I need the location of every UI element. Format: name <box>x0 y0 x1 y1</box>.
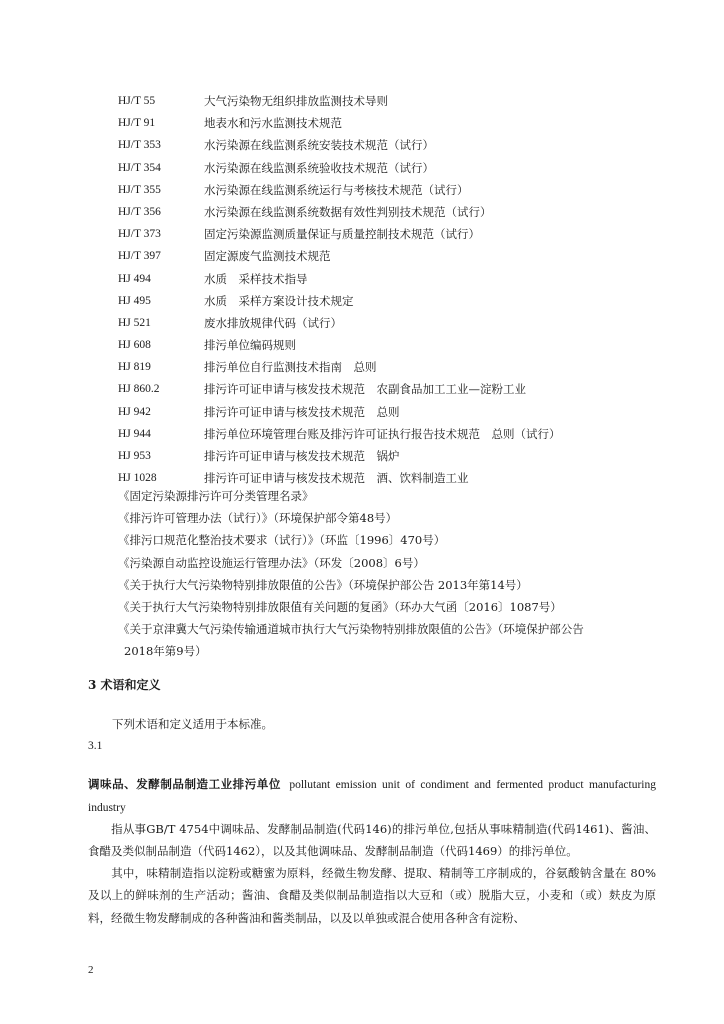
standard-code: HJ 495 <box>118 294 151 307</box>
standard-title: 水污染源在线监测系统验收技术规范（试行） <box>204 160 434 175</box>
standard-row <box>118 223 678 245</box>
definition-paragraph-2 <box>88 862 656 929</box>
standard-title: 排污单位环境管理台账及排污许可证执行报告技术规范 总则（试行） <box>204 426 561 441</box>
standard-title: 水质 采样技术指导 <box>204 271 308 286</box>
standard-title: 排污许可证申请与核发技术规范 农副食品加工工业—淀粉工业 <box>204 382 526 397</box>
standard-code: HJ 1028 <box>118 472 157 485</box>
standards-list <box>118 90 678 489</box>
term-definition-heading <box>88 773 656 819</box>
standard-row <box>118 179 678 201</box>
standard-code: HJ 608 <box>118 339 151 352</box>
standard-row <box>118 378 678 400</box>
term-english: pollutant emission unit of condiment and fermented product manufacturing industry <box>88 779 657 814</box>
standard-title: 水质 采样方案设计技术规定 <box>204 293 354 308</box>
standard-title: 排污许可证申请与核发技术规范 酒、饮料制造工业 <box>204 471 469 486</box>
document-title: 《关于京津冀大气污染传输通道城市执行大气污染物特别排放限值的公告》（环境保护部公告 <box>118 622 584 637</box>
standard-row <box>118 356 678 378</box>
document-title: 《排污口规范化整治技术要求（试行）》（环监〔1996〕470号） <box>118 533 446 548</box>
document-row <box>118 552 678 574</box>
document-title-continued: 2018年第9号） <box>124 644 207 659</box>
standard-title: 水污染源在线监测系统运行与考核技术规范（试行） <box>204 182 469 197</box>
standard-title: 水污染源在线监测系统安装技术规范（试行） <box>204 138 434 153</box>
standard-code: HJ/T 355 <box>118 183 161 196</box>
document-title: 《关于执行大气污染物特别排放限值有关问题的复函》（环办大气函〔2016〕1087号） <box>118 600 562 615</box>
standard-title: 固定源废气监测技术规范 <box>204 249 331 264</box>
standard-row <box>118 334 678 356</box>
standard-row <box>118 268 678 290</box>
standard-row <box>118 445 678 467</box>
standard-code: HJ/T 354 <box>118 161 161 174</box>
standard-title: 大气污染物无组织排放监测技术导则 <box>204 94 388 108</box>
document-row <box>118 485 678 507</box>
standard-code: HJ/T 55 <box>118 95 156 107</box>
section-intro: 下列术语和定义适用于本标准。 <box>112 717 273 731</box>
term-chinese: 调味品、发酵制品制造工业排污单位 <box>88 777 281 791</box>
paragraph-1-text: 指从事GB/T 4754中调味品、发酵制品制造(代码146)的排污单位,包括从事味精制造(代码1461)、酱油、食醋及类似制品制造（代码1462），以及其他调味品、发酵制品制造（代码1469）的排污单位。 <box>88 822 656 859</box>
standard-row <box>118 401 678 423</box>
paragraph-2-text: 其中，味精制造指以淀粉或糖蜜为原料，经微生物发酵、提取、精制等工序制成的，谷氨酸钠含量在 80%及以上的鲜味剂的生产活动；酱油、食醋及类似制品制造指以大豆和（或）脱脂大豆，小麦和（或）麸皮为原料，经微生物发酵制成的各种酱油和酱类制品，以及以单独或混合使用各种含有淀粉、 <box>88 866 656 925</box>
document-row <box>118 507 678 529</box>
standard-row <box>118 112 678 134</box>
standard-code: HJ 944 <box>118 427 151 440</box>
standard-row <box>118 423 678 445</box>
document-title: 《污染源自动监控设施运行管理办法》（环发〔2008〕6号） <box>118 555 425 570</box>
standard-code: HJ/T 356 <box>118 205 161 218</box>
document-row <box>118 529 678 551</box>
standard-row <box>118 134 678 156</box>
standard-row <box>118 245 678 267</box>
standard-code: HJ 819 <box>118 361 151 374</box>
document-title: 《固定污染源排污许可分类管理名录》 <box>118 489 314 503</box>
standard-code: HJ 860.2 <box>118 383 160 396</box>
standard-code: HJ 521 <box>118 316 151 329</box>
standard-title: 固定污染源监测质量保证与质量控制技术规范（试行） <box>204 227 480 242</box>
standard-title: 排污单位编码规则 <box>204 338 296 353</box>
standard-title: 排污单位自行监测技术指南 总则 <box>204 360 377 375</box>
standard-code: HJ/T 91 <box>118 117 156 130</box>
section-heading: 3 术语和定义 <box>88 678 161 692</box>
document-title: 《排污许可管理办法（试行）》（环境保护部令第48号） <box>118 511 398 526</box>
standard-code: HJ/T 397 <box>118 250 161 263</box>
standard-title: 废水排放规律代码（试行） <box>204 315 342 330</box>
document-row <box>118 596 678 618</box>
standard-code: HJ/T 373 <box>118 228 161 241</box>
standard-title: 排污许可证申请与核发技术规范 锅炉 <box>204 449 400 463</box>
standard-row <box>118 290 678 312</box>
standard-row <box>118 90 678 112</box>
standard-title: 排污许可证申请与核发技术规范 总则 <box>204 404 400 419</box>
documents-list <box>118 485 678 663</box>
document-title: 《关于执行大气污染物特别排放限值的公告》（环境保护部公告 2013年第14号） <box>118 577 528 592</box>
standard-row <box>118 312 678 334</box>
standard-title: 水污染源在线监测系统数据有效性判别技术规范（试行） <box>204 204 492 219</box>
subsection-number: 3.1 <box>88 740 103 752</box>
standard-code: HJ 953 <box>118 450 151 462</box>
document-row <box>118 618 678 662</box>
definition-paragraph-1 <box>88 818 656 863</box>
page-number: 2 <box>88 964 94 976</box>
standard-row <box>118 157 678 179</box>
standard-title: 地表水和污水监测技术规范 <box>204 116 342 131</box>
standard-code: HJ/T 353 <box>118 139 161 152</box>
document-row <box>118 574 678 596</box>
standard-code: HJ 942 <box>118 405 151 418</box>
standard-code: HJ 494 <box>118 272 151 285</box>
standard-row <box>118 201 678 223</box>
